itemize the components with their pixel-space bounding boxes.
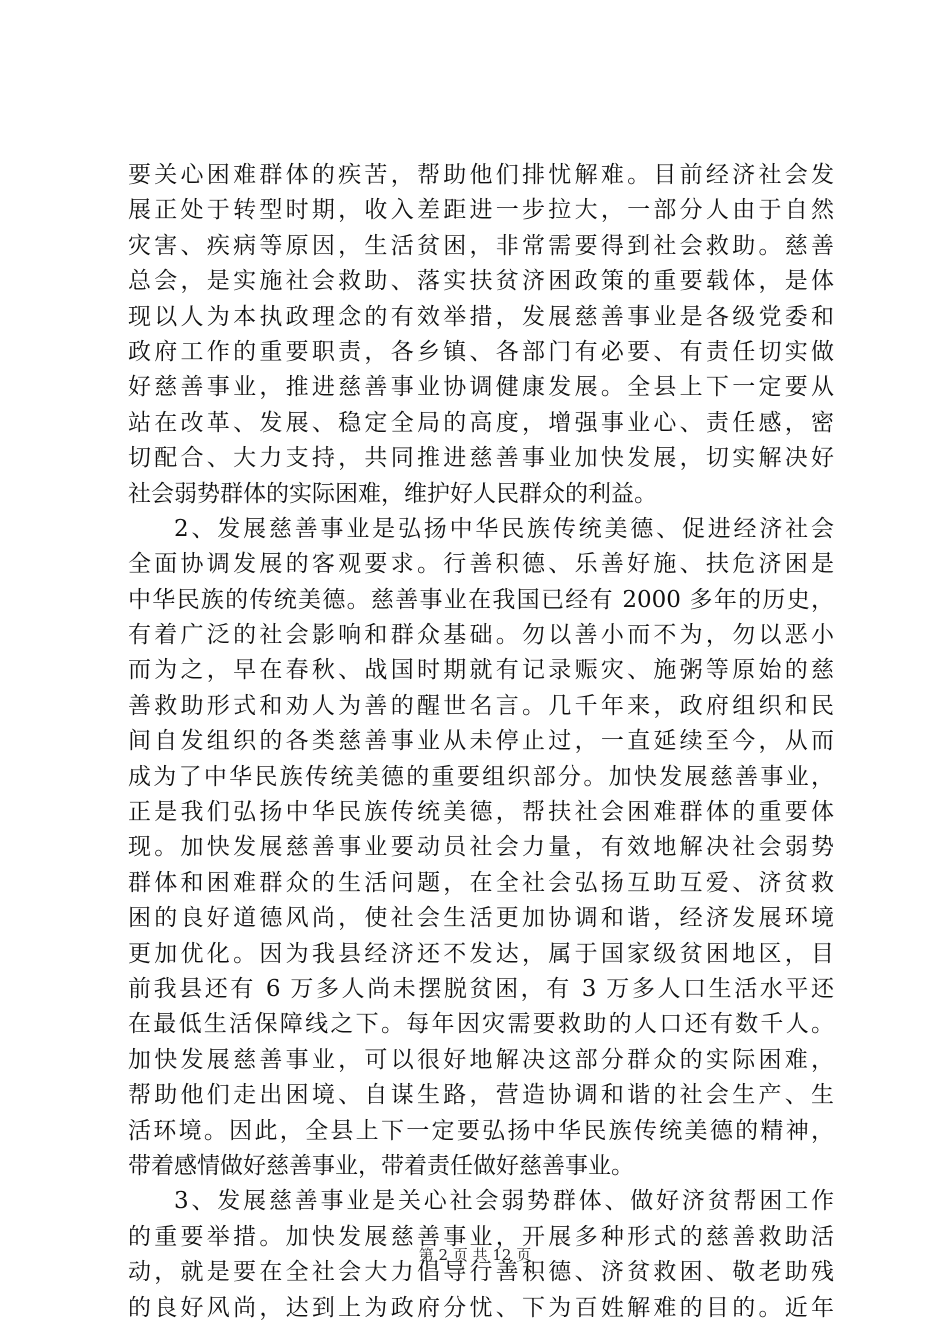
text-line: 社会弱势群体的实际困难，维护好人民群众的利益。 (128, 480, 657, 507)
text-line: 而为之，早在春秋、战国时期就有记录赈灾、施粥等原始的慈 (128, 657, 834, 684)
text-line: 更加优化。因为我县经济还不发达，属于国家级贫困地区，目 (128, 940, 834, 967)
text-line: 的良好风尚，达到上为政府分忧、下为百姓解难的目的。近年 (128, 1294, 834, 1321)
text-line: 全面协调发展的客观要求。行善积德、乐善好施、扶危济困是 (128, 551, 834, 578)
text-line: 展正处于转型时期，收入差距进一步拉大，一部分人由于自然 (128, 197, 834, 224)
text-line: 间自发组织的各类慈善事业从未停止过，一直延续至今，从而 (128, 728, 834, 755)
document-body (128, 158, 834, 1326)
text-line: 正是我们弘扬中华民族传统美德，帮扶社会困难群体的重要体 (128, 799, 834, 826)
text-line: 善救助形式和劝人为善的醒世名言。几千年来，政府组织和民 (128, 692, 834, 719)
text-line: 在最低生活保障线之下。每年因灾需要救助的人口还有数千人。 (128, 1011, 834, 1038)
text-line: 动，就是要在全社会大力倡导行善积德、济贫救困、敬老助残 (128, 1259, 834, 1286)
page-number-footer: 第 2 页 共 12 页 (418, 1246, 532, 1264)
text-line: 加快发展慈善事业，可以很好地解决这部分群众的实际困难， (128, 1046, 834, 1073)
paragraph-start-line: 2、发展慈善事业是弘扬中华民族传统美德、促进经济社会 (174, 515, 834, 542)
text-line: 中华民族的传统美德。慈善事业在我国已经有 2000 多年的历史， (128, 586, 834, 613)
text-line: 活环境。因此，全县上下一定要弘扬中华民族传统美德的精神， (128, 1117, 834, 1144)
text-line: 总会，是实施社会救助、落实扶贫济困政策的重要载体，是体 (128, 268, 834, 295)
text-line: 成为了中华民族传统美德的重要组织部分。加快发展慈善事业， (128, 763, 834, 790)
text-line: 切配合、大力支持，共同推进慈善事业加快发展，切实解决好 (128, 445, 834, 472)
text-line: 要关心困难群体的疾苦，帮助他们排忧解难。目前经济社会发 (128, 162, 834, 188)
text-line: 困的良好道德风尚，使社会生活更加协调和谐，经济发展环境 (128, 905, 834, 932)
text-line: 现以人为本执政理念的有效举措，发展慈善事业是各级党委和 (128, 303, 834, 330)
text-line: 现。加快发展慈善事业要动员社会力量，有效地解决社会弱势 (128, 834, 834, 861)
text-line: 站在改革、发展、稳定全局的高度，增强事业心、责任感，密 (128, 409, 834, 436)
text-line: 灾害、疾病等原因，生活贫困，非常需要得到社会救助。慈善 (128, 232, 834, 259)
text-line: 帮助他们走出困境、自谋生路，营造协调和谐的社会生产、生 (128, 1082, 834, 1109)
paragraph-start-line: 3、发展慈善事业是关心社会弱势群体、做好济贫帮困工作 (174, 1188, 834, 1215)
text-line: 的重要举措。加快发展慈善事业，开展多种形式的慈善救助活 (128, 1223, 834, 1250)
text-line: 有着广泛的社会影响和群众基础。勿以善小而不为，勿以恶小 (128, 622, 834, 649)
text-line: 带着感情做好慈善事业，带着责任做好慈善事业。 (128, 1152, 634, 1179)
text-line: 好慈善事业，推进慈善事业协调健康发展。全县上下一定要从 (128, 374, 834, 401)
text-line: 政府工作的重要职责，各乡镇、各部门有必要、有责任切实做 (128, 338, 834, 365)
text-line: 前我县还有 6 万多人尚未摆脱贫困，有 3 万多人口生活水平还 (128, 975, 834, 1002)
text-line: 群体和困难群众的生活问题，在全社会弘扬互助互爱、济贫救 (128, 869, 834, 896)
